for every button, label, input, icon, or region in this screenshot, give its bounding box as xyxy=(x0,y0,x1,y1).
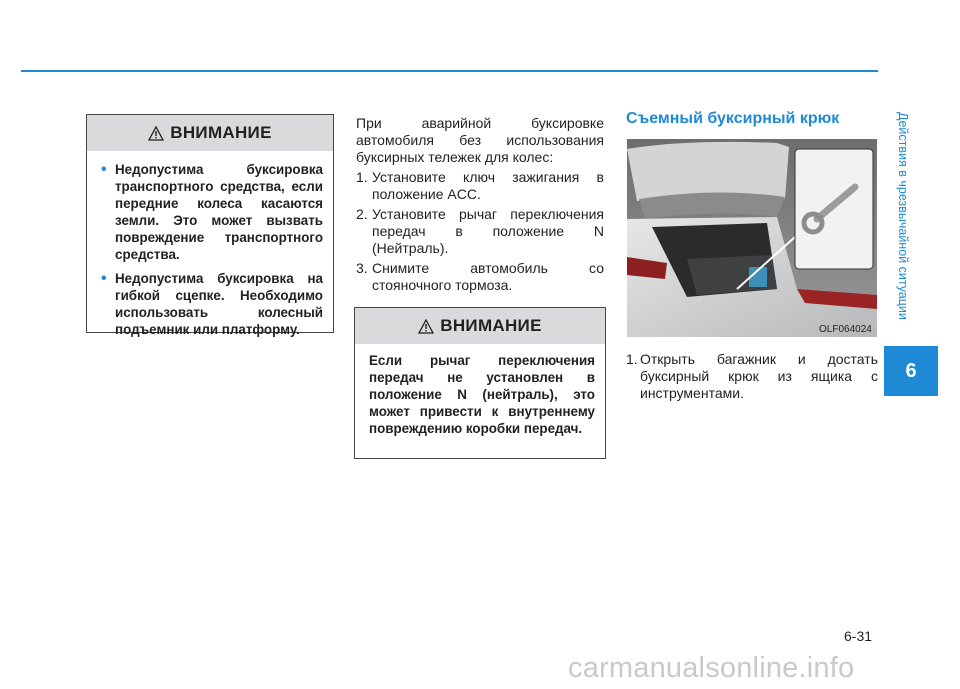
warning-box-towing xyxy=(86,114,334,337)
step-number: 2. xyxy=(356,206,368,222)
warning-bullet: • Недопустима буксировка транспортного средства, если передние колеса касаются земли. Это может вызвать повреждение транспортного средства. xyxy=(101,161,323,263)
watermark: carmanualsonline.info xyxy=(568,652,855,684)
section-title: Съемный буксирный крюк xyxy=(626,110,840,127)
step-number: 1. xyxy=(626,351,638,367)
warning-header xyxy=(355,308,605,344)
step-item xyxy=(356,260,604,294)
intro-text: При аварийной буксировке автомобиля без использования буксирных тележек для колес: xyxy=(356,115,604,165)
warning-bullet: • Недопустима буксировка на гибкой сцепке. Необходимо использовать колесный подъемник или платформу. xyxy=(101,270,323,338)
step-item xyxy=(626,351,878,402)
warning-heading: ВНИМАНИЕ xyxy=(170,123,272,142)
warning-body: Если рычаг переключения передач не установлен в положение N (нейтраль), это может привести к внутреннему повреждению коробки передач. xyxy=(369,353,595,436)
chapter-side-label: Действия в чрезвычайной ситуации xyxy=(896,112,910,320)
warning-heading: ВНИМАНИЕ xyxy=(440,316,542,335)
tow-hook-instructions xyxy=(626,351,878,405)
warning-triangle-icon xyxy=(418,319,434,334)
step-number: 1. xyxy=(356,169,368,185)
image-code: OLF064024 xyxy=(819,324,872,335)
step-text: Снимите автомобиль со стояночного тормоза. xyxy=(372,260,604,293)
step-text: Открыть багажник и достать буксирный крюк из ящика с инструментами. xyxy=(640,351,878,401)
trunk-tow-hook-photo xyxy=(627,139,877,337)
top-rule xyxy=(21,70,878,72)
warning-triangle-icon xyxy=(148,126,164,141)
step-text: Установите рычаг переключения передач в положение N (Нейтраль). xyxy=(372,206,604,256)
towing-instructions xyxy=(356,115,604,297)
chapter-number-tab: 6 xyxy=(884,346,938,396)
step-item xyxy=(356,169,604,203)
step-item xyxy=(356,206,604,257)
step-text: Установите ключ зажигания в положение ACC. xyxy=(372,169,604,202)
warning-body xyxy=(87,151,333,355)
car-trunk-illustration xyxy=(627,139,877,337)
warning-box-gear xyxy=(354,307,606,459)
page-number: 6-31 xyxy=(844,628,873,644)
warning-header xyxy=(87,115,333,151)
step-number: 3. xyxy=(356,260,368,276)
